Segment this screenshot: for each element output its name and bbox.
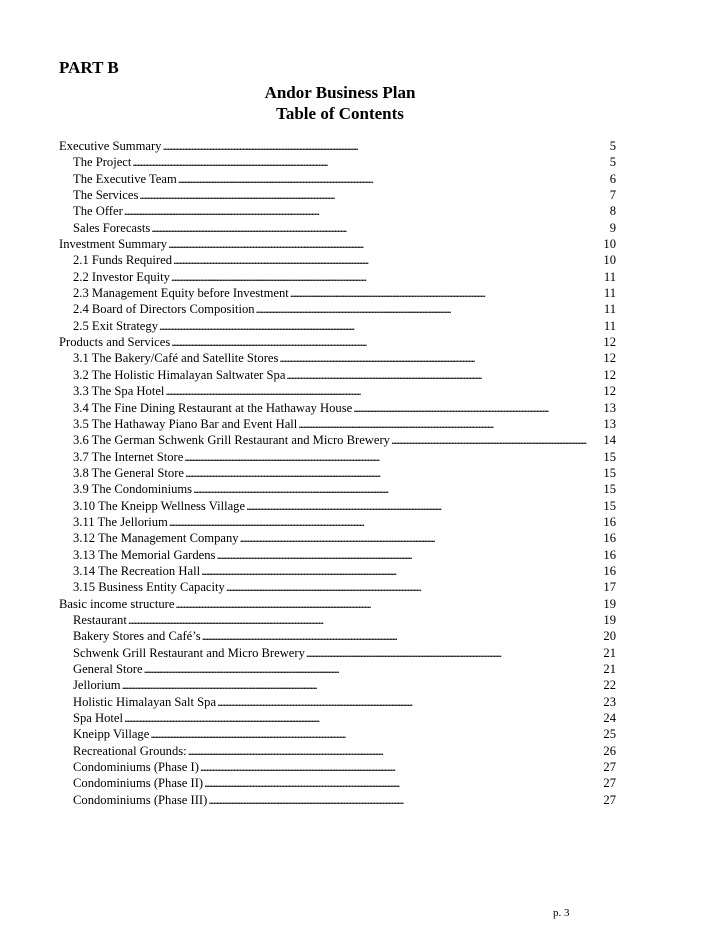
toc-entry-page: 25 bbox=[603, 727, 616, 742]
toc-entry-label: The Project bbox=[73, 155, 132, 170]
toc-entry[interactable] bbox=[59, 171, 616, 187]
toc-entry-page: 5 bbox=[609, 155, 616, 170]
toc-entry-page: 15 bbox=[603, 482, 616, 497]
toc-entry-page: 26 bbox=[603, 743, 616, 758]
toc-entry-label: Products and Services bbox=[59, 335, 171, 350]
toc-entry-page: 15 bbox=[603, 449, 616, 464]
dot-leader bbox=[151, 220, 601, 236]
dot-leader bbox=[124, 203, 601, 219]
toc-entry[interactable] bbox=[59, 367, 616, 383]
toc-entry[interactable] bbox=[59, 694, 616, 710]
dot-leader bbox=[124, 710, 601, 726]
toc-entry-label: 3.12 The Management Company bbox=[73, 531, 239, 546]
toc-entry[interactable] bbox=[59, 449, 616, 465]
dot-leader bbox=[216, 547, 601, 563]
dot-leader bbox=[168, 236, 601, 252]
dot-leader bbox=[139, 187, 601, 203]
toc-entry-page: 14 bbox=[603, 433, 616, 448]
toc-entry[interactable] bbox=[59, 661, 616, 677]
toc-entry-label: 2.4 Board of Directors Composition bbox=[73, 302, 255, 317]
toc-entry-label: 2.5 Exit Strategy bbox=[73, 318, 158, 333]
toc-entry-page: 15 bbox=[603, 465, 616, 480]
dot-leader bbox=[173, 252, 601, 268]
dot-leader bbox=[165, 383, 601, 399]
toc-entry[interactable] bbox=[59, 252, 616, 268]
toc-entry-page: 10 bbox=[603, 253, 616, 268]
toc-entry[interactable] bbox=[59, 726, 616, 742]
dot-leader bbox=[226, 579, 601, 595]
toc-entry-page: 27 bbox=[603, 776, 616, 791]
toc-entry[interactable] bbox=[59, 154, 616, 170]
toc-entry[interactable] bbox=[59, 318, 616, 334]
toc-entry-label: 3.8 The General Store bbox=[73, 465, 184, 480]
toc-entry[interactable] bbox=[59, 187, 616, 203]
toc-entry[interactable] bbox=[59, 596, 616, 612]
dot-leader bbox=[193, 481, 601, 497]
toc-entry[interactable] bbox=[59, 236, 616, 252]
toc-entry-page: 16 bbox=[603, 531, 616, 546]
toc-entry[interactable] bbox=[59, 285, 616, 301]
toc-entry-label: 3.14 The Recreation Hall bbox=[73, 563, 201, 578]
dot-leader bbox=[162, 138, 601, 154]
toc-entry-label: 2.2 Investor Equity bbox=[73, 269, 170, 284]
toc-entry-page: 11 bbox=[603, 318, 616, 333]
toc-entry-label: Jellorium bbox=[73, 678, 121, 693]
toc-entry[interactable] bbox=[59, 220, 616, 236]
toc-heading: Table of Contents bbox=[276, 104, 404, 123]
toc-entry-label: Recreational Grounds: bbox=[73, 743, 187, 758]
dot-leader bbox=[298, 416, 601, 432]
page-number: p. 3 bbox=[553, 907, 570, 919]
dot-leader bbox=[201, 563, 601, 579]
toc-entry-page: 10 bbox=[603, 237, 616, 252]
toc-entry[interactable] bbox=[59, 203, 616, 219]
toc-entry-page: 19 bbox=[603, 596, 616, 611]
toc-entry[interactable] bbox=[59, 514, 616, 530]
toc-entry-page: 11 bbox=[603, 286, 616, 301]
toc-entry-label: 3.2 The Holistic Himalayan Saltwater Spa bbox=[73, 367, 286, 382]
toc-entry-label: 2.3 Management Equity before Investment bbox=[73, 286, 289, 301]
toc-entry-label: The Offer bbox=[73, 204, 123, 219]
toc-entry-label: 3.5 The Hathaway Piano Bar and Event Hall bbox=[73, 416, 298, 431]
toc-entry-page: 22 bbox=[603, 678, 616, 693]
toc-entry-page: 13 bbox=[603, 400, 616, 415]
dot-leader bbox=[256, 301, 601, 317]
toc-entry[interactable] bbox=[59, 400, 616, 416]
toc-entry-label: 3.1 The Bakery/Café and Satellite Stores bbox=[73, 351, 279, 366]
dot-leader bbox=[279, 350, 601, 366]
toc-entry[interactable] bbox=[59, 498, 616, 514]
table-of-contents bbox=[59, 138, 616, 808]
dot-leader bbox=[132, 154, 601, 170]
dot-leader bbox=[188, 743, 601, 759]
toc-entry-label: The Executive Team bbox=[73, 171, 177, 186]
dot-leader bbox=[240, 530, 601, 546]
toc-entry-label: 3.6 The German Schwenk Grill Restaurant and Micro Brewery bbox=[73, 433, 390, 448]
toc-entry[interactable] bbox=[59, 334, 616, 350]
toc-entry-page: 8 bbox=[609, 204, 616, 219]
toc-entry[interactable] bbox=[59, 138, 616, 154]
toc-entry[interactable] bbox=[59, 416, 616, 432]
toc-entry[interactable] bbox=[59, 645, 616, 661]
toc-entry[interactable] bbox=[59, 301, 616, 317]
dot-leader bbox=[122, 677, 601, 693]
toc-entry-label: Holistic Himalayan Salt Spa bbox=[73, 694, 217, 709]
toc-entry-label: 3.7 The Internet Store bbox=[73, 449, 184, 464]
toc-entry-label: The Services bbox=[73, 188, 139, 203]
toc-entry-page: 23 bbox=[603, 694, 616, 709]
dot-leader bbox=[144, 661, 601, 677]
toc-entry-page: 12 bbox=[603, 351, 616, 366]
toc-entry-label: Condominiums (Phase I) bbox=[73, 760, 199, 775]
toc-entry-page: 5 bbox=[609, 139, 616, 153]
toc-entry-label: 3.13 The Memorial Gardens bbox=[73, 547, 216, 562]
document-title: Andor Business Plan bbox=[264, 83, 416, 102]
toc-entry-page: 21 bbox=[603, 662, 616, 676]
dot-leader bbox=[286, 367, 601, 383]
toc-entry-label: Condominiums (Phase III) bbox=[73, 792, 208, 807]
part-heading: PART B bbox=[59, 58, 119, 77]
dot-leader bbox=[185, 465, 601, 481]
toc-entry-label: General Store bbox=[73, 662, 143, 676]
dot-leader bbox=[169, 514, 601, 530]
dot-leader bbox=[128, 612, 601, 628]
toc-entry[interactable] bbox=[59, 677, 616, 693]
toc-entry-page: 27 bbox=[603, 760, 616, 775]
toc-entry-label: 2.1 Funds Required bbox=[73, 253, 172, 268]
toc-entry-page: 15 bbox=[603, 498, 616, 513]
toc-entry-page: 24 bbox=[603, 711, 616, 726]
toc-entry-page: 12 bbox=[603, 384, 616, 399]
toc-entry-page: 11 bbox=[603, 269, 616, 284]
dot-leader bbox=[171, 269, 601, 285]
dot-leader bbox=[184, 449, 601, 465]
toc-entry-page: 12 bbox=[603, 367, 616, 382]
dot-leader bbox=[290, 285, 601, 301]
toc-entry-page: 13 bbox=[603, 416, 616, 431]
toc-entry[interactable] bbox=[59, 792, 616, 808]
toc-entry-page: 16 bbox=[603, 547, 616, 562]
toc-entry-page: 19 bbox=[603, 612, 616, 627]
toc-entry-label: Restaurant bbox=[73, 612, 127, 627]
toc-entry-page: 12 bbox=[603, 335, 616, 350]
toc-entry-label: Sales Forecasts bbox=[73, 220, 151, 235]
dot-leader bbox=[202, 628, 601, 644]
toc-entry-page: 6 bbox=[609, 171, 616, 186]
toc-entry-label: 3.9 The Condominiums bbox=[73, 482, 193, 497]
toc-entry-label: 3.10 The Kneipp Wellness Village bbox=[73, 498, 246, 513]
toc-entry[interactable] bbox=[59, 563, 616, 579]
toc-entry[interactable] bbox=[59, 481, 616, 497]
toc-entry[interactable] bbox=[59, 432, 616, 448]
toc-entry[interactable] bbox=[59, 269, 616, 285]
toc-entry-label: 3.11 The Jellorium bbox=[73, 514, 168, 529]
toc-entry[interactable] bbox=[59, 530, 616, 546]
toc-entry-label: 3.4 The Fine Dining Restaurant at the Hathaway House bbox=[73, 400, 353, 415]
toc-entry[interactable] bbox=[59, 775, 616, 791]
dot-leader bbox=[204, 775, 601, 791]
toc-entry[interactable] bbox=[59, 628, 616, 644]
toc-entry-label: Kneipp Village bbox=[73, 727, 150, 742]
dot-leader bbox=[159, 318, 601, 334]
dot-leader bbox=[391, 432, 601, 448]
toc-entry-page: 16 bbox=[603, 563, 616, 578]
toc-entry-page: 20 bbox=[603, 629, 616, 644]
dot-leader bbox=[178, 171, 601, 187]
toc-entry[interactable] bbox=[59, 383, 616, 399]
toc-entry-label: Schwenk Grill Restaurant and Micro Brewery bbox=[73, 645, 305, 660]
dot-leader bbox=[171, 334, 601, 350]
toc-entry[interactable] bbox=[59, 579, 616, 595]
dot-leader bbox=[150, 726, 601, 742]
toc-entry[interactable] bbox=[59, 710, 616, 726]
toc-entry-page: 27 bbox=[603, 792, 616, 807]
dot-leader bbox=[306, 645, 601, 661]
toc-entry[interactable] bbox=[59, 612, 616, 628]
toc-entry-page: 16 bbox=[603, 514, 616, 529]
toc-entry-page: 9 bbox=[609, 220, 616, 235]
toc-entry-page: 21 bbox=[603, 645, 616, 660]
toc-entry-page: 7 bbox=[609, 188, 616, 203]
toc-entry-label: 3.15 Business Entity Capacity bbox=[73, 580, 225, 595]
dot-leader bbox=[217, 694, 601, 710]
toc-entry-label: 3.3 The Spa Hotel bbox=[73, 384, 165, 399]
toc-entry[interactable] bbox=[59, 350, 616, 366]
toc-entry-page: 11 bbox=[603, 302, 616, 317]
dot-leader bbox=[353, 400, 601, 416]
toc-entry-page: 17 bbox=[603, 580, 616, 595]
toc-entry-label: Executive Summary bbox=[59, 139, 162, 153]
toc-entry[interactable] bbox=[59, 759, 616, 775]
dot-leader bbox=[175, 596, 601, 612]
toc-entry-label: Spa Hotel bbox=[73, 711, 124, 726]
toc-entry[interactable] bbox=[59, 465, 616, 481]
toc-entry[interactable] bbox=[59, 547, 616, 563]
toc-entry-label: Investment Summary bbox=[59, 237, 168, 252]
toc-entry[interactable] bbox=[59, 743, 616, 759]
dot-leader bbox=[208, 792, 601, 808]
toc-entry-label: Condominiums (Phase II) bbox=[73, 776, 204, 791]
dot-leader bbox=[200, 759, 601, 775]
toc-entry-label: Basic income structure bbox=[59, 596, 175, 611]
toc-entry-label: Bakery Stores and Café’s bbox=[73, 629, 201, 644]
dot-leader bbox=[246, 498, 601, 514]
